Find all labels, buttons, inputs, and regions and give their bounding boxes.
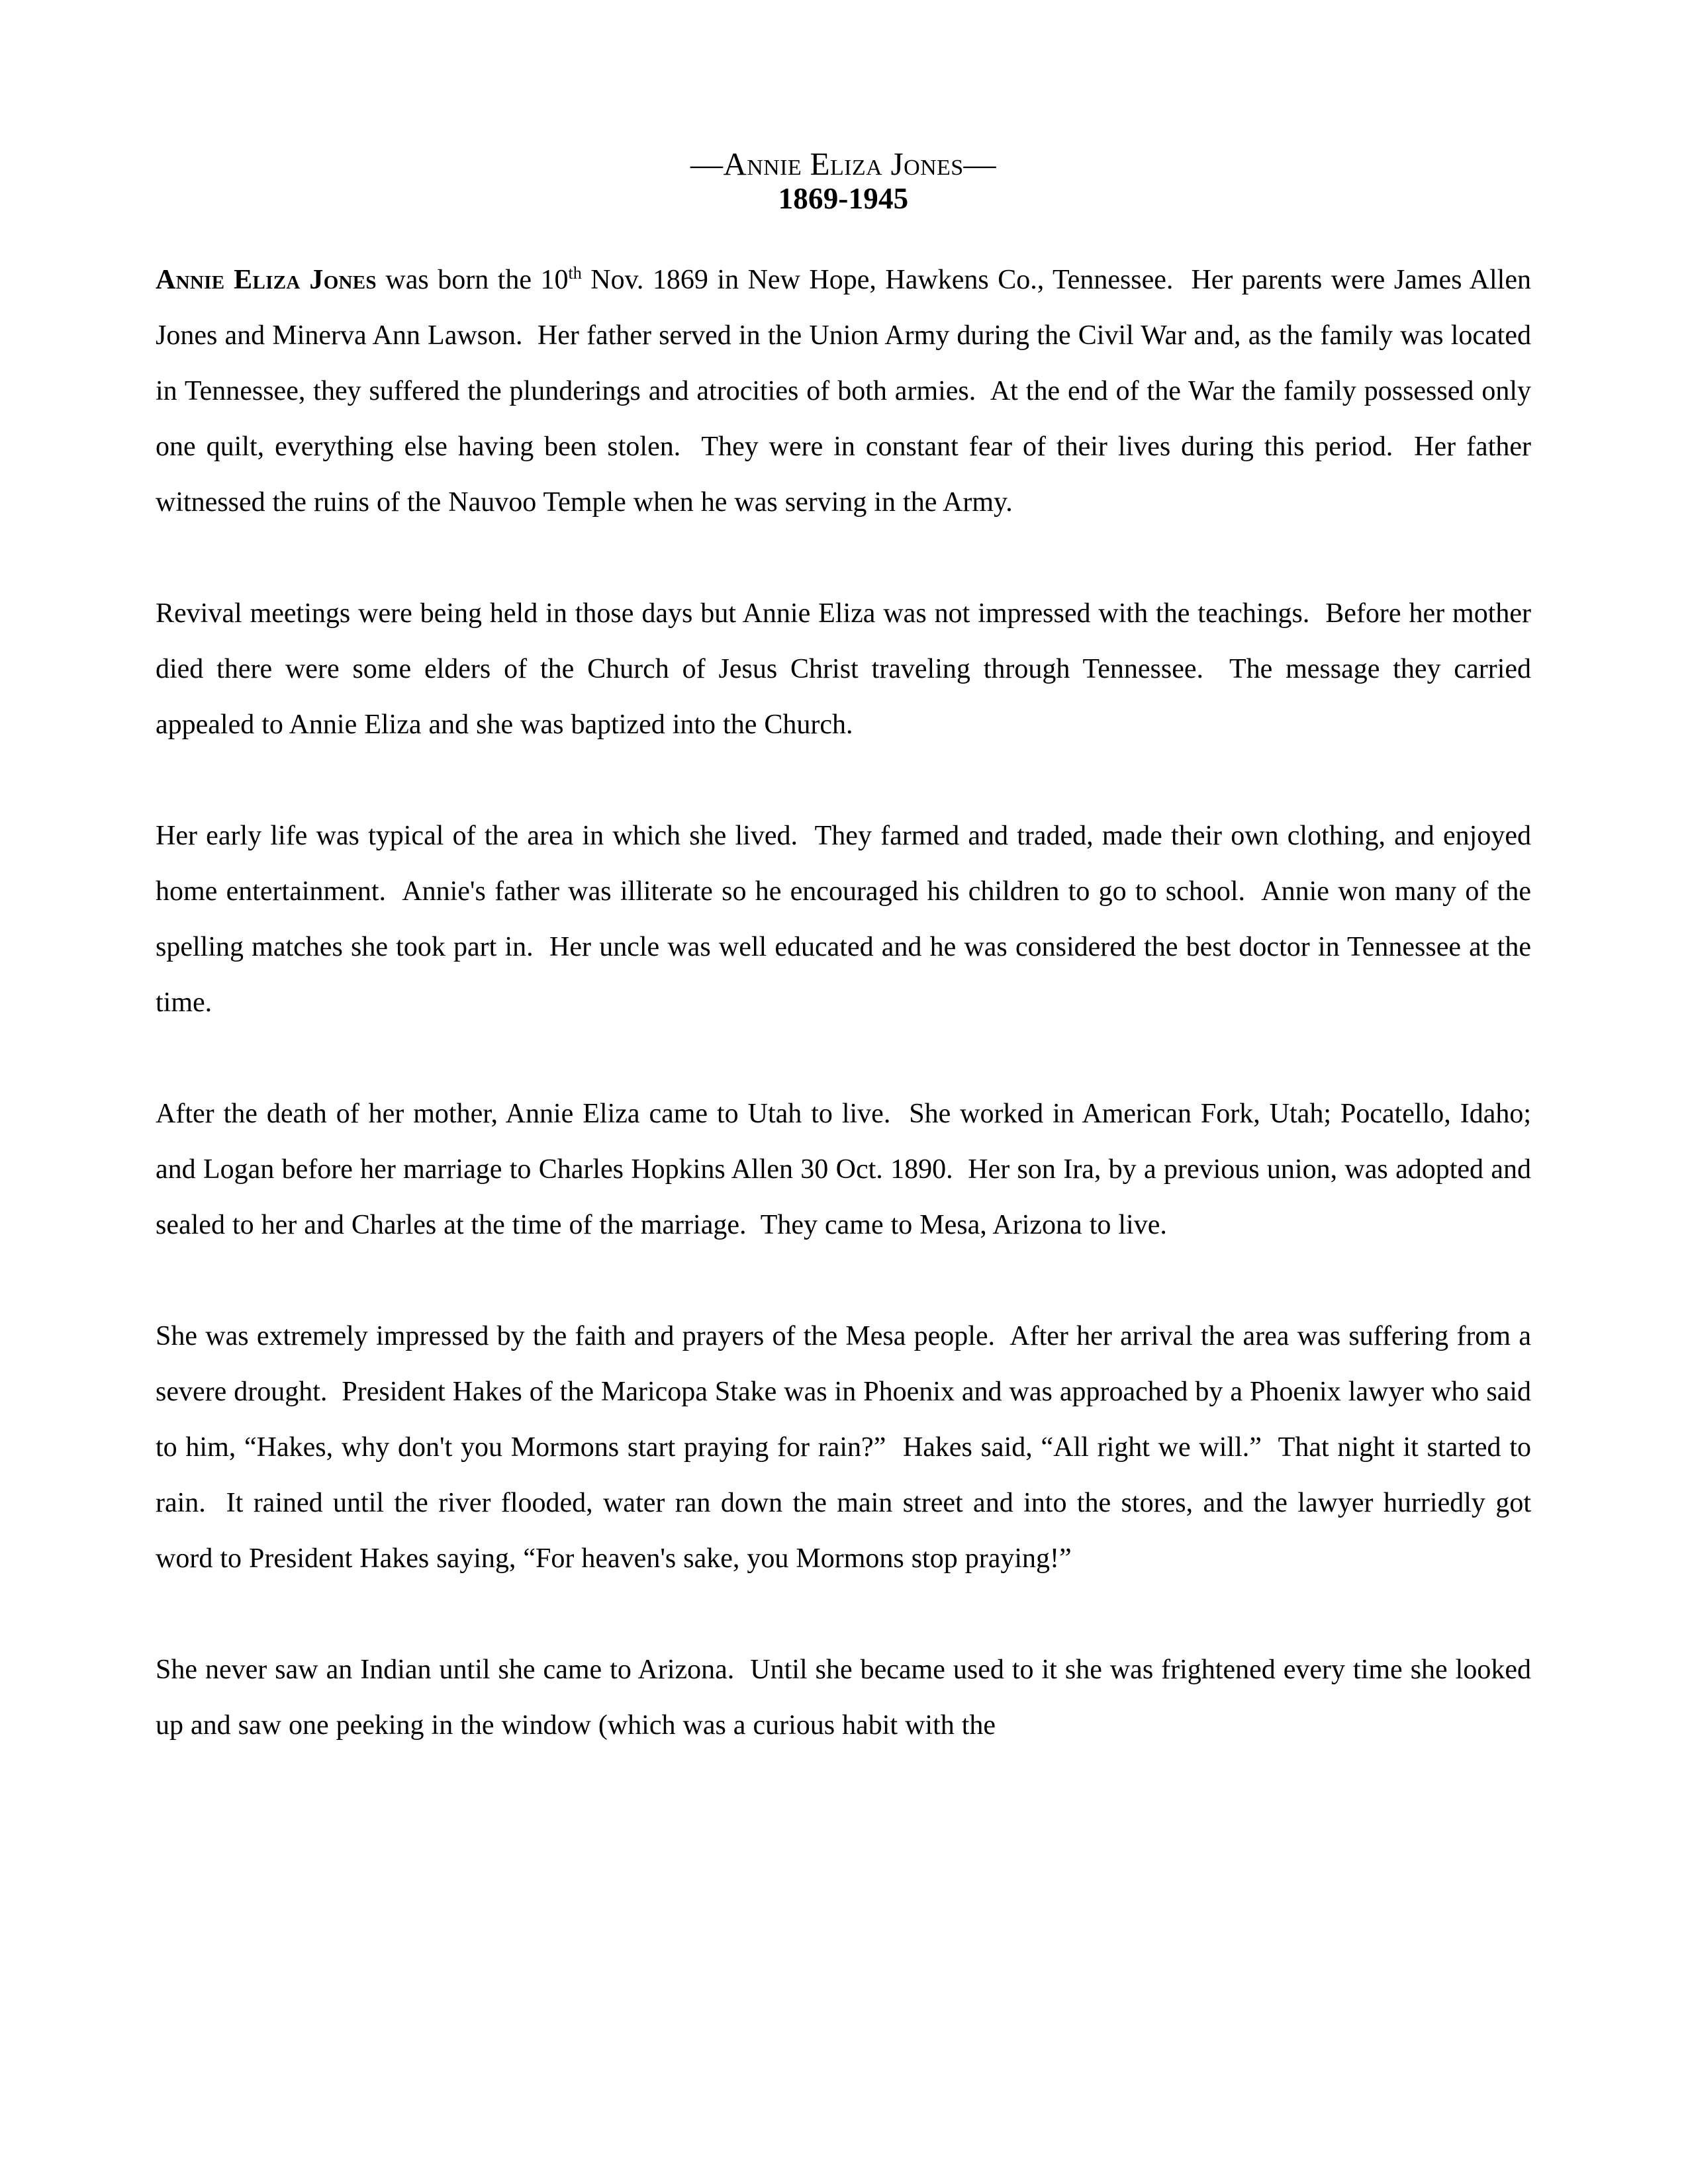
body-text <box>156 252 1531 1753</box>
paragraph-6: She never saw an Indian until she came to Arizona. Until she became used to it she was frightened every time she looked up and saw one peeking in the window (which was a curious habit with the <box>156 1655 1531 1741</box>
paragraph-2: Revival meetings were being held in those days but Annie Eliza was not impressed with the teachings. Before her mother died there were some elders of the Church of Jesus Christ traveling through Tennessee. The message they carried appealed to Annie Eliza and she was baptized into the Church. <box>156 598 1531 741</box>
page-content <box>156 147 1531 1753</box>
paragraph-1-text-a: was born the 10 <box>376 265 569 296</box>
paragraph-5: She was extremely impressed by the faith and prayers of the Mesa people. After her arrival the area was suffering from a severe drought. President Hakes of the Maricopa Stake was in Phoenix and was approached by a Phoenix lawyer who said to him, “Hakes, why don't you Mormons start praying for rain?” Hakes said, “All right we will.” That night it started to rain. It rained until the river flooded, water ran down the main street and into the stores, and the lawyer hurriedly got word to President Hakes saying, “For heaven's sake, you Mormons stop praying!” <box>156 1321 1531 1574</box>
paragraph-1 <box>156 252 1531 530</box>
paragraph-1-text-b: Nov. 1869 in New Hope, Hawkens Co., Tennessee. Her parents were James Allen Jones and Minerva Ann Lawson. Her father served in the Union Army during the Civil War and, as the family was located in Tennessee, they suffered the plunderings and atrocities of both armies. At the end of the War the family possessed only one quilt, everything else having been stolen. They were in constant fear of their lives during this period. Her father witnessed the ruins of the Nauvoo Temple when he was serving in the Army. <box>156 265 1531 518</box>
page-title: —Annie Eliza Jones— <box>690 146 996 182</box>
ordinal-suffix: th <box>568 263 582 283</box>
paragraph-1-lead-name: Annie Eliza Jones <box>156 265 377 296</box>
page-subtitle-dates: 1869-1945 <box>778 181 909 215</box>
paragraph-3: Her early life was typical of the area in which she lived. They farmed and traded, made their own clothing, and enjoyed home entertainment. Annie's father was illiterate so he encouraged his children to go to school. Annie won many of the spelling matches she took part in. Her uncle was well educated and he was considered the best doctor in Tennessee at the time. <box>156 821 1531 1019</box>
paragraph-4: After the death of her mother, Annie Eliza came to Utah to live. She worked in American Fork, Utah; Pocatello, Idaho; and Logan before her marriage to Charles Hopkins Allen 30 Oct. 1890. Her son Ira, by a previous union, was adopted and sealed to her and Charles at the time of the marriage. They came to Mesa, Arizona to live. <box>156 1099 1531 1241</box>
